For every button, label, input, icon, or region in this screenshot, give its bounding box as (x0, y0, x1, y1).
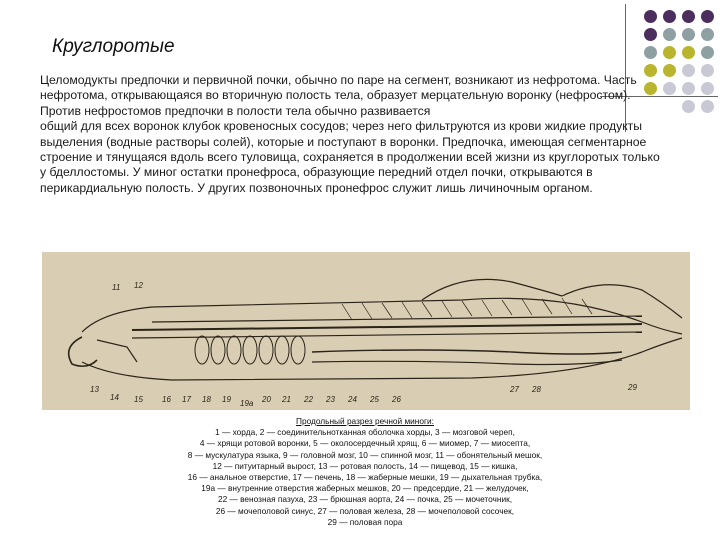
caption-line: 1 — хорда, 2 — соединительнотканная оболочка хорды, 3 — мозговой череп, (215, 427, 515, 438)
decorative-dot (682, 100, 695, 113)
body-paragraph-2: общий для всех воронок клубок кровеносных сосудов; через него фильтруются из крови жидкие продукты выделения (водные растворы солей), которые и поступают в воронки. Предпочка, имеющая сегментарное строение и тянущаяся вдоль всего туловища, сохраняется в продолжении всей жизни из круглоротых только у бделлостомы. У миног остатки пронефроса, образующие передний отдел почки, открываются в перикардиальную полость. У других позвоночных пронефрос служит лишь личиночным органом. (40, 119, 660, 195)
decorative-dot (701, 64, 714, 77)
figure-label-21: 21 (282, 395, 291, 404)
decorative-dot (701, 46, 714, 59)
decorative-dot (682, 10, 695, 23)
caption-line: 29 — половая пора (327, 516, 403, 527)
caption-line: 8 — мускулатура языка, 9 — головной мозг, 10 — спинной мозг, 11 — обонятельный мешок, (187, 449, 543, 460)
figure-label-16: 16 (162, 395, 171, 404)
figure-label-20: 20 (262, 395, 271, 404)
figure-label-13: 13 (90, 385, 99, 394)
decorative-dot (663, 46, 676, 59)
body-paragraph-1: Целомодукты предпочки и первичной почки, обычно по паре на сегмент, возникают из нефротома. Часть нефротома, открывающаяся во вторичную полость тела, образует мерцательную воронку (нефростом). Против нефростомов предпочки в полости тела обычно развивается (40, 73, 637, 118)
caption-line: 19а — внутренние отверстия жаберных мешков, 20 — предсердие, 21 — желудочек, (201, 483, 529, 494)
slide-title: Круглоротые (52, 36, 175, 57)
figure-label-28: 28 (532, 385, 541, 394)
decorative-dot (682, 64, 695, 77)
lamprey-drawing (42, 252, 690, 410)
lamprey-section-figure (42, 252, 690, 410)
decorative-dot (701, 82, 714, 95)
figure-label-23: 23 (326, 395, 335, 404)
figure-label-12: 12 (134, 281, 143, 290)
decorative-dot (663, 28, 676, 41)
figure-label-14: 14 (110, 393, 119, 402)
decorative-dot (663, 10, 676, 23)
figure-label-26: 26 (392, 395, 401, 404)
decorative-dot (644, 10, 657, 23)
figure-label-22: 22 (304, 395, 313, 404)
figure-label-25: 25 (370, 395, 379, 404)
decorative-dot (682, 46, 695, 59)
decorative-dot (682, 82, 695, 95)
figure-label-29: 29 (628, 383, 637, 392)
decorative-dot (701, 100, 714, 113)
caption-title: Продольный разрез речной миноги: (296, 416, 434, 426)
figure-label-18: 18 (202, 395, 211, 404)
figure-label-19a: 19a (240, 399, 254, 408)
caption-line: 4 — хрящи ротовой воронки, 5 — околосердечный хрящ, 6 — миомер, 7 — миосепта, (199, 438, 531, 449)
decorative-dot (701, 10, 714, 23)
figure-label-19: 19 (222, 395, 231, 404)
figure-label-15: 15 (134, 395, 143, 404)
figure-label-17: 17 (182, 395, 191, 404)
decorative-dot (644, 46, 657, 59)
figure-label-24: 24 (348, 395, 357, 404)
decorative-dot (644, 28, 657, 41)
figure-caption (120, 416, 610, 528)
figure-label-11: 11 (112, 283, 121, 292)
figure-label-27: 27 (510, 385, 519, 394)
caption-line: 26 — мочеполовой синус, 27 — половая железа, 28 — мочеполовой сосочек, (215, 505, 515, 516)
slide-body (40, 73, 668, 196)
decorative-dot (682, 28, 695, 41)
caption-line: 12 — питуитарный вырост, 13 — ротовая полость, 14 — пищевод, 15 — кишка, (212, 460, 518, 471)
decorative-dot (701, 28, 714, 41)
caption-line: 22 — венозная пазуха, 23 — брюшная аорта, 24 — почка, 25 — мочеточник, (217, 494, 513, 505)
caption-line: 16 — анальное отверстие, 17 — печень, 18 — жаберные мешки, 19 — дыхательная трубка, (187, 472, 543, 483)
